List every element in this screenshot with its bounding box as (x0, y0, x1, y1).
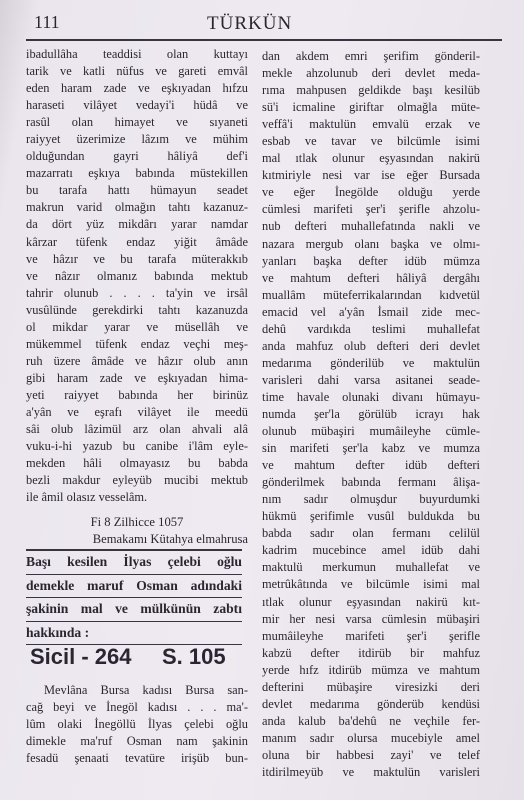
text-line: nım sadır olmuşdur buyurdumki (262, 492, 480, 507)
left-column-text (26, 46, 248, 506)
text-line: eden haram zade ve eşkıyadan hıfzu (26, 81, 248, 96)
text-line: itdirilmeyüb ve maktulün varisleri (262, 764, 480, 779)
text-line: hükmü şerifimle vusûl buldukda bu (262, 509, 480, 524)
register-page: S. 105 (162, 644, 226, 669)
text-line: ol mikdar yarar ve müsellâh ve (26, 319, 248, 334)
text-line: metrûkâtında ve bilcümle isimi mal (262, 577, 480, 592)
text-line: a'yân ve eşrafı vilâyet ile meedü (26, 404, 248, 419)
text-line: nub defteri muhallefatında nakli ve (262, 219, 480, 234)
text-line: Mevlâna Bursa kadısı Bursa san- (44, 683, 248, 697)
text-line: anda mahfuz olub defteri deri devlet (262, 338, 480, 353)
text-line: maktulü merkumun muhallefat ve (262, 560, 480, 575)
text-line: kabzü defter itdirüb bir mahfuz (262, 645, 480, 660)
document-date: Fi 8 Zilhicce 1057 (90, 515, 184, 529)
text-line: mekle ahzolunub deri devlet meda- (262, 66, 480, 81)
text-line: ibadullâha teaddisi olan kuttayı (26, 47, 248, 61)
text-line: tahrir olunub . . . . ta'yin ve irsâl (26, 285, 248, 300)
text-line: makrun varid olmağın tahtı kazanuz- (26, 200, 248, 215)
text-line: mekden hâli olmayasız bu babda (26, 456, 248, 471)
left-bottom-text (26, 682, 248, 767)
text-line: rıma mahpusen geldikde başı kesilüb (262, 83, 480, 98)
text-line: sin marifeti şer'la kabz ve mumza (262, 441, 480, 456)
text-line: mal ıtlak olunur eşyasından nakirü (262, 151, 480, 166)
text-line: time havale olunaki divanı hümayu- (262, 389, 480, 404)
text-line: cağ beyi ve İnegöl kadısı . . . ma'- (26, 700, 248, 715)
text-line: nazara mergub olanı başka ve olmı- (262, 236, 480, 251)
text-line: bu tarafa hattı hümayun seadet (26, 183, 248, 198)
text-line: yanları başka defter idüb mümza (262, 253, 480, 268)
text-line: kıtmiriyle nesi var ise eğer Bursada (262, 168, 480, 183)
text-line: muallâm müteferrikalarından kıdvetül (262, 287, 480, 302)
page-number: 111 (34, 12, 60, 32)
text-line: ve hâzır ve bu tarafa müterakkıb (26, 251, 248, 266)
document-place: Bemakamı Kütahya elmahrusa (92, 532, 248, 546)
text-line: dehû vardıkda teslimi muhallefat (262, 321, 480, 336)
text-line: veffâ'i maktulün emvalü erzak ve (262, 117, 480, 132)
register-number: Sicil - 264 (30, 644, 132, 669)
text-line: kârzar tüfenk endaz yiğit âmâde (26, 234, 248, 249)
text-line: esbab ve tavar ve bilcümle isimi (262, 134, 480, 149)
text-line: mumâileyhe marifeti şer'i şerifle (262, 628, 480, 643)
text-line: ve mahtum defteri hâliyâ dergâhı (262, 270, 480, 285)
text-line: vusûlünde gerekdirki tahtı kazanuzda (26, 302, 248, 317)
text-line: oluna bir habbesi zayi' ve telef (262, 747, 480, 762)
text-line: sü'i icmaline giriftar olmağla müte- (262, 100, 480, 115)
text-line: mükemmel tüfenk endaz veçhi meş- (26, 336, 248, 351)
heading-line: demekle maruf Osman adındaki (26, 575, 242, 599)
text-line: kadrim mucebince amel idüb dahi (262, 543, 480, 558)
text-line: olunub mübaşiri mumâileyhe cümle- (262, 424, 480, 439)
heading-line: hakkında : (26, 622, 242, 646)
heading-line: Başı kesilen İlyas çelebi oğlu (26, 551, 242, 575)
text-line: ve mahtum defter idüb defteri (262, 458, 480, 473)
text-line: babda sadır olan fermanı celilül (262, 526, 480, 541)
text-line: rasûl olan himayet ve sıyaneti (26, 115, 248, 130)
text-line: cümlesi marifeti şer'i şerifle ahzolu- (262, 202, 480, 217)
text-line: defterini mübaşire viresizki deri (262, 679, 480, 694)
text-line: da dört yüz mikdârı yarar namdar (26, 217, 248, 232)
text-line: bezli makdur eyleyüb mucibi mektub (26, 473, 248, 488)
text-line: varisleri dahi varsa asitanei seade- (262, 372, 480, 387)
right-column-text (262, 48, 480, 781)
section-heading (26, 549, 242, 645)
text-line: medarıma gönderilüb ve maktulün (262, 355, 480, 370)
heading-line: şakinin mal ve mülkünün zabtı (26, 598, 242, 622)
text-line: fesadü şenaati tevatüre irişüb bun- (26, 751, 248, 766)
text-line: gibi haram zade ve eşkıyadan hima- (26, 370, 248, 385)
text-line: gönderilmek babında fermanı âlişa- (262, 475, 480, 490)
page-header (0, 0, 524, 44)
text-line: ve nâzır olmanız babında mektub (26, 268, 248, 283)
text-line: anda kalub ba'dehû ne veçhile fer- (262, 713, 480, 728)
text-line: olduğundan gayri hâliyâ def'i (26, 149, 248, 164)
text-line: yeti raiyyet babında her birinüz (26, 387, 248, 402)
text-line: ruh üzere âmâde ve hâzır olub anın (26, 353, 248, 368)
running-title: TÜRKÜN (207, 13, 293, 34)
text-line: mazarratı eşkıya babında müstekillen (26, 166, 248, 181)
text-line: ile âmil olasız vesselâm. (26, 490, 148, 505)
text-line: devlet medarıma gönderüb kendüsi (262, 696, 480, 711)
text-line: ve eğer İnegölde olduğu yerde (262, 185, 480, 200)
text-line: ıtlak olunur eşyasından nakirü kıt- (262, 594, 480, 609)
text-line: vuku-i-hi yazub bu canibe i'lâm eyle- (26, 439, 248, 454)
text-line: numda şer'la görülüb icrayı hak (262, 406, 480, 421)
text-line: manım sadır olursa mucebiyle amel (262, 730, 480, 745)
text-line: mir her nesi varsa cümlesin mübaşiri (262, 611, 480, 626)
text-line: yerde hıfz itdirüb mümza ve mahtum (262, 662, 480, 677)
text-line: sâi olub lâzimül arz olan ahvali alâ (26, 422, 248, 437)
header-rule (26, 39, 502, 41)
text-line: dan akdem emri şerifim gönderil- (262, 49, 480, 63)
text-line: dimekle ma'ruf Osman nam şakinin (26, 734, 248, 749)
text-line: lûm olaki İnegöllü İlyas çelebi oğlu (26, 717, 248, 732)
text-line: tarik ve katli nüfus ve gareti emvâl (26, 64, 248, 79)
text-line: emacid vel a'yân İsmail zide mec- (262, 304, 480, 319)
text-line: haraseti vilâyet vedayi'i hüdâ ve (26, 98, 248, 113)
text-line: raiyyet üzerimize lâzım ve mühim (26, 132, 248, 147)
